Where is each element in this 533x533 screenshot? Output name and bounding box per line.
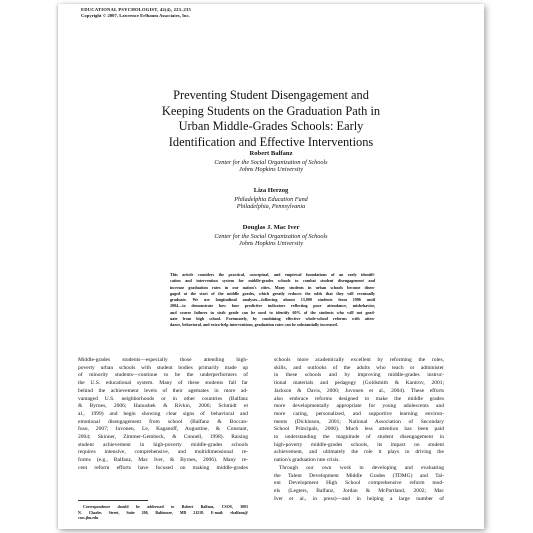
body-line: Iver et al., in press)—and in helping a large number of bbox=[274, 495, 444, 502]
body-line: Through our own work in developing and evaluating bbox=[279, 464, 444, 471]
body-line: School Principals, 2006). Much less attention has been paid bbox=[274, 426, 444, 433]
body-column-left bbox=[78, 357, 248, 473]
body-line: cent reform efforts have focused on making middle-grades bbox=[78, 464, 248, 471]
author-block bbox=[58, 224, 484, 248]
body-line: ments (Dickinson, 2001; National Association of Secondary bbox=[274, 418, 444, 425]
body-line: poverty urban schools with student bodies primarily made up bbox=[78, 364, 248, 371]
author-affiliation: Center for the Social Organization of Schools bbox=[214, 232, 328, 240]
body-line: nation's graduation rate crisis. bbox=[274, 457, 340, 464]
author-name: Robert Balfanz bbox=[249, 150, 293, 157]
body-line: requires intensive, comprehensive, and multidimensional re- bbox=[78, 449, 248, 456]
body-line: the Talent Development Middle Grades (TDMG) and Tal- bbox=[274, 472, 444, 479]
body-line: emotional disengagement from school (Balfanz & Boccan- bbox=[78, 418, 248, 425]
body-line: behind the achievement levels of their agemates in more ad- bbox=[78, 387, 248, 394]
author-affiliation: Philadelphia Education Fund bbox=[234, 195, 308, 203]
article-title bbox=[78, 88, 464, 150]
abstract-line: and course failures in sixth grade can be used to identify 60% of the students who will not grad- bbox=[170, 309, 375, 315]
body-line: more caring, personalized, and supportive learning environ- bbox=[274, 410, 444, 417]
body-line: 2004; Skinner, Zimmer-Gembeck, & Connell, 1998). Raising bbox=[78, 434, 248, 441]
body-line: schools more academically excellent by reforming the roles, bbox=[274, 357, 444, 363]
body-line: student achievement in high-poverty middle-grades schools bbox=[78, 441, 248, 448]
author-affiliation: Johns Hopkins University bbox=[239, 166, 303, 174]
body-line: in these schools and by improving middle-grades instruc- bbox=[274, 372, 444, 379]
body-line: high-poverty middle-grades schools, its impact on student bbox=[274, 441, 444, 448]
journal-citation: EDUCATIONAL PSYCHOLOGIST, 42(4), 223–235 bbox=[81, 7, 192, 12]
abstract-line: This article considers the practical, conceptual, and empirical foundations of an early identifi- bbox=[170, 272, 375, 277]
author-affiliation: Philadelphia, Pennsylvania bbox=[236, 203, 306, 211]
author-block bbox=[58, 150, 484, 174]
body-line: al., 1999) and begin showing clear signs of behavioral and bbox=[78, 410, 248, 417]
footnote-line: csos.jhu.edu bbox=[78, 516, 99, 521]
body-line: more developmentally appropriate for young adolescents and bbox=[274, 403, 444, 410]
author-block bbox=[58, 187, 484, 211]
body-line: to understanding the magnitude of student disengagement in bbox=[274, 434, 444, 441]
running-header bbox=[81, 7, 191, 19]
footnote-line: N. Charles Street, Suite 200, Baltimore, MD 21218. E-mail: rbalfanz@ bbox=[78, 510, 248, 515]
body-line: & Byrnes, 2006; Hanushek & Rivkin, 2006; Schmidt et bbox=[78, 403, 248, 410]
abstract-line: dance, behavioral, and extra-help interventions, graduation rates can be substantially increased. bbox=[170, 322, 338, 328]
body-line: Middle-grades students—especially those attending high- bbox=[78, 357, 248, 363]
body-column-right bbox=[274, 357, 444, 503]
author-affiliation: Johns Hopkins University bbox=[239, 240, 303, 248]
abstract-line: gaged at the start of the middle grades, which greatly reduces the odds that they will eventually bbox=[170, 290, 375, 296]
body-line: tional materials and pedagogy (Goldsmith & Kantrov, 2001; bbox=[274, 380, 444, 387]
author-affiliation: Center for the Social Organization of Schools bbox=[214, 158, 328, 166]
title-line: Identification and Effective Interventions bbox=[168, 134, 374, 149]
body-line: ent Development High School comprehensive reform mod- bbox=[274, 480, 444, 487]
abstract bbox=[170, 272, 375, 329]
abstract-line: 2004—to demonstrate how four predictive indicators reflecting poor attendance, misbehavior, bbox=[170, 303, 375, 309]
footnote-line: Correspondence should be addressed to Robert Balfanz, CSOS, 3003 bbox=[83, 505, 248, 509]
title-line: Keeping Students on the Graduation Path in bbox=[161, 103, 381, 118]
body-line: Jackson & Davis, 2000; Juvonen et al., 2004). These efforts bbox=[274, 387, 444, 394]
abstract-line: uate from high school. Fortunately, by combining effective whole-school reforms with atten- bbox=[170, 316, 375, 322]
title-line: Urban Middle-Grades Schools: Early bbox=[178, 119, 364, 134]
body-line: of minority students—continue to be the underperformers of bbox=[78, 372, 248, 379]
body-line: vantaged U.S. neighborhoods or in other countries (Balfanz bbox=[78, 395, 248, 402]
body-line: achievement, and ultimately the role it plays in driving the bbox=[274, 449, 444, 456]
body-line: also embrace reforms designed to make the middle grades bbox=[274, 395, 444, 402]
body-line: els (Legters, Balfanz, Jordan & McPartland, 2002; Mac bbox=[274, 487, 444, 494]
body-line: the U.S. educational system. Many of these students fall far bbox=[78, 380, 248, 387]
abstract-line: cation and intervention system for middle-grades schools to combat student disengagement and bbox=[170, 278, 375, 284]
body-line: forms (e.g., Balfanz, Mac Iver, & Byrnes, 2006). Many re- bbox=[78, 457, 248, 464]
author-name: Liza Herzog bbox=[253, 187, 289, 194]
copyright-line: Copyright © 2007, Lawrence Erlbaum Associates, Inc. bbox=[81, 13, 190, 18]
body-line: skills, and outlooks of the adults who teach or administer bbox=[274, 364, 444, 371]
author-name: Douglas J. Mac Iver bbox=[242, 224, 300, 231]
footnote-divider bbox=[78, 500, 148, 501]
abstract-line: increase graduation rates in our nation's cities. Many students in urban schools become disen- bbox=[170, 284, 375, 290]
abstract-line: graduate. We use longitudinal analyses—following almost 13,000 students from 1996 until bbox=[170, 297, 375, 303]
body-line: fuso, 2007; Juvonen, Le, Kaganoff, Augustine, & Constant, bbox=[78, 426, 248, 433]
title-line: Preventing Student Disengagement and bbox=[173, 88, 369, 103]
journal-page bbox=[58, 4, 484, 529]
footnote bbox=[78, 505, 248, 522]
